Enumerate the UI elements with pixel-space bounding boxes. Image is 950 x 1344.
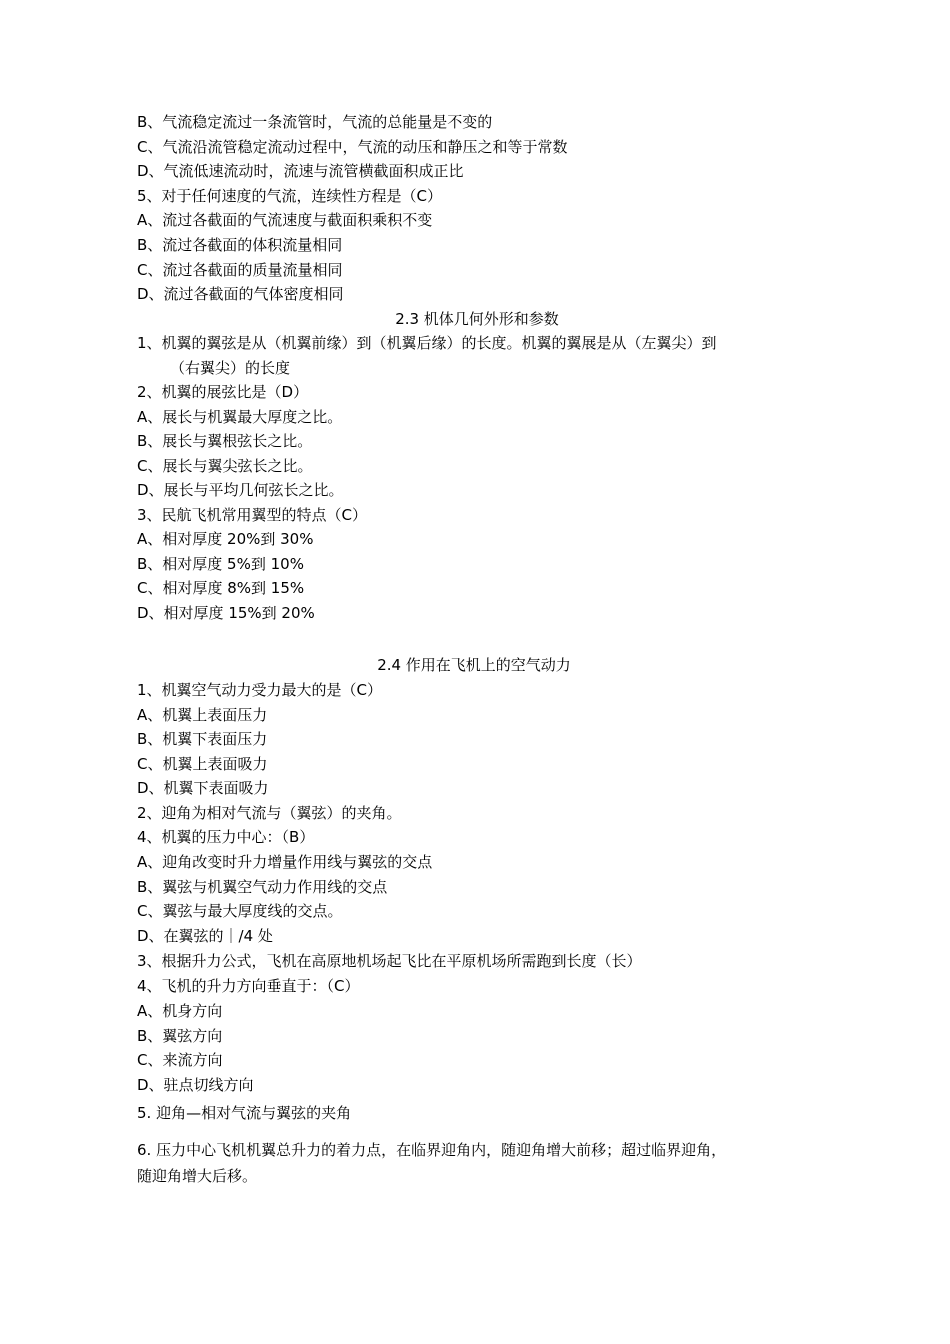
text-line: B、气流稳定流过一条流管时，气流的总能量是不变的 xyxy=(137,113,493,131)
text-line: D、流过各截面的气体密度相同 xyxy=(137,285,344,303)
text-line: （右翼尖）的长度 xyxy=(170,359,291,377)
text-line: 5、对于任何速度的气流，连续性方程是（C） xyxy=(137,187,443,205)
text-line: 6. 压力中心飞机机翼总升力的着力点，在临界迎角内，随迎角增大前移；超过临界迎角， xyxy=(137,1141,727,1159)
text-line: 2、机翼的展弦比是（D） xyxy=(137,383,309,401)
text-line: A、流过各截面的气流速度与截面积乘积不变 xyxy=(137,211,433,229)
section-heading xyxy=(0,655,950,675)
text-line: B、展长与翼根弦长之比。 xyxy=(137,432,313,450)
text-line: 1、机翼的翼弦是从（机翼前缘）到（机翼后缘）的长度。机翼的翼展是从（左翼尖）到 xyxy=(137,334,717,352)
text-line: B、翼弦方向 xyxy=(137,1027,223,1045)
text-line: C、气流沿流管稳定流动过程中，气流的动压和静压之和等于常数 xyxy=(137,138,568,156)
text-line: B、相对厚度 5%到 10% xyxy=(137,555,304,573)
text-line: A、迎角改变时升力增量作用线与翼弦的交点 xyxy=(137,853,433,871)
text-line: D、机翼下表面吸力 xyxy=(137,779,269,797)
text-line: A、相对厚度 20%到 30% xyxy=(137,530,314,548)
text-line: 5. 迎角—相对气流与翼弦的夹角 xyxy=(137,1104,352,1122)
text-line: 随迎角增大后移。 xyxy=(137,1167,258,1185)
text-line: C、机翼上表面吸力 xyxy=(137,755,268,773)
text-line: 4、飞机的升力方向垂直于：（C） xyxy=(137,977,360,995)
text-line: 3、民航飞机常用翼型的特点（C） xyxy=(137,506,368,524)
text-line: A、展长与机翼最大厚度之比。 xyxy=(137,408,343,426)
text-line: D、展长与平均几何弦长之比。 xyxy=(137,481,344,499)
section-heading-text: 2.4 作用在飞机上的空气动力 xyxy=(377,656,571,674)
text-line: A、机翼上表面压力 xyxy=(137,706,268,724)
text-line: C、流过各截面的质量流量相同 xyxy=(137,261,343,279)
text-line: B、流过各截面的体积流量相同 xyxy=(137,236,343,254)
text-line: 2、迎角为相对气流与（翼弦）的夹角。 xyxy=(137,804,402,822)
text-line: 4、机翼的压力中心：（B） xyxy=(137,828,315,846)
text-line: D、驻点切线方向 xyxy=(137,1076,254,1094)
text-line: D、在翼弦的｜/4 处 xyxy=(137,927,273,945)
text-line: 3、根据升力公式，飞机在高原地机场起飞比在平原机场所需跑到长度（长） xyxy=(137,952,642,970)
section-heading-text: 2.3 机体几何外形和参数 xyxy=(395,310,559,328)
text-line: C、来流方向 xyxy=(137,1051,223,1069)
text-line: C、展长与翼尖弦长之比。 xyxy=(137,457,313,475)
text-line: C、相对厚度 8%到 15% xyxy=(137,579,305,597)
text-line: C、翼弦与最大厚度线的交点。 xyxy=(137,902,343,920)
section-heading xyxy=(0,309,950,329)
text-line: 1、机翼空气动力受力最大的是（C） xyxy=(137,681,383,699)
text-line: B、机翼下表面压力 xyxy=(137,730,268,748)
text-line: D、气流低速流动时，流速与流管横截面积成正比 xyxy=(137,162,464,180)
text-line: D、相对厚度 15%到 20% xyxy=(137,604,315,622)
text-line: A、机身方向 xyxy=(137,1002,223,1020)
text-line: B、翼弦与机翼空气动力作用线的交点 xyxy=(137,878,388,896)
